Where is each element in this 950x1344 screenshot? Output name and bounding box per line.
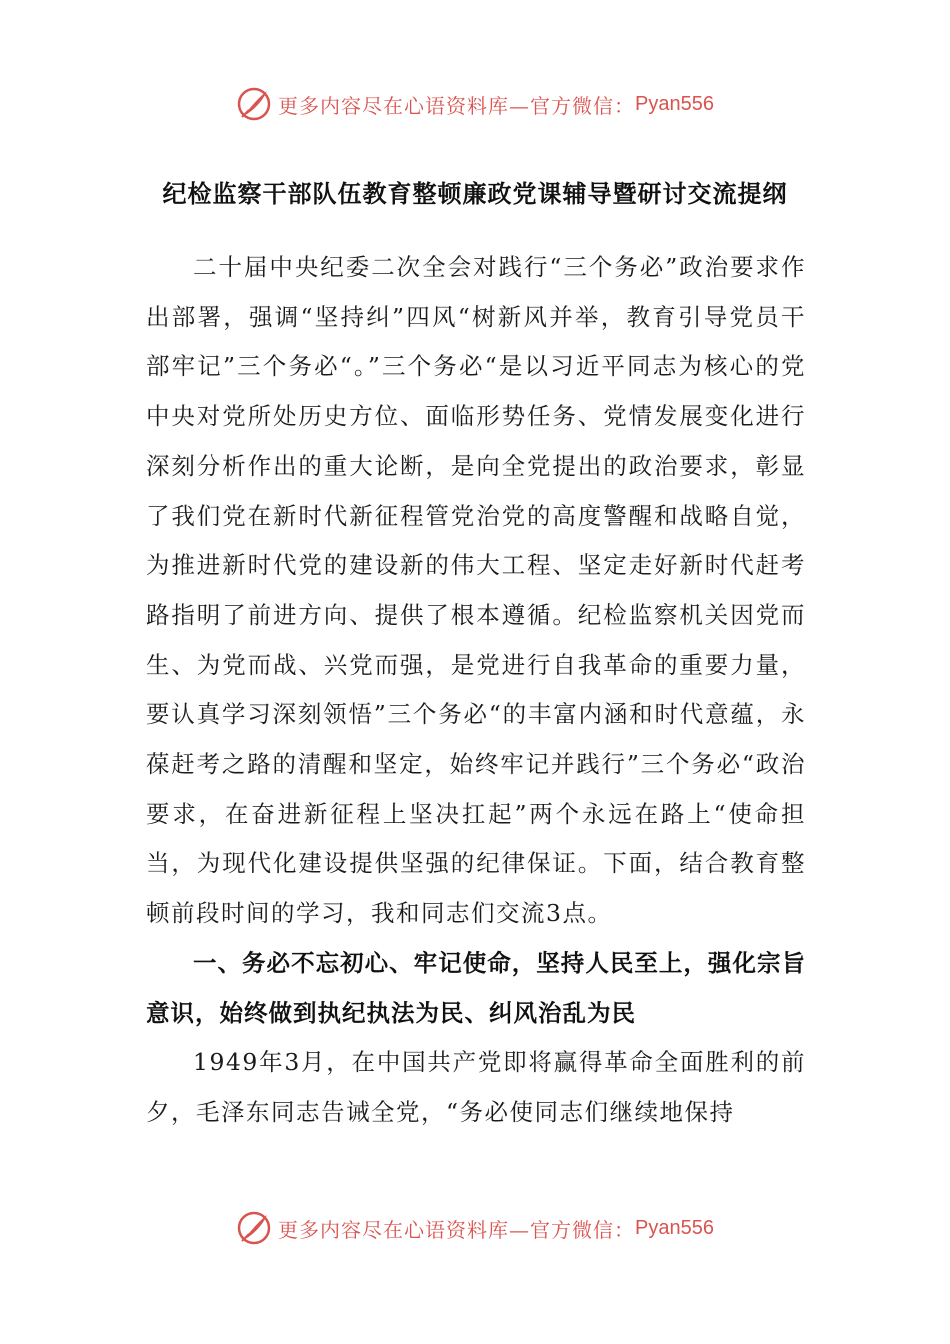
watermark-text: 更多内容尽在心语资料库—官方微信： xyxy=(278,93,636,118)
document-title: 纪检监察干部队伍教育整顿廉政党课辅导暨研讨交流提纲 xyxy=(162,179,788,208)
paragraph-section-1: 1949年3月，在中国共产党即将赢得革命全面胜利的前夕，毛泽东同志告诫全党，“务必使同志们继续地保持 xyxy=(146,1048,806,1126)
paragraph-intro: 二十届中央纪委二次全会对践行“三个务必”政治要求作出部署，强调“坚持纠”四风“树新风并举，教育引导党员干部牢记”三个务必“。”三个务必“是以习近平同志为核心的党中央对党所处历史方位、面临形势任务、党情发展变化进行深刻分析作出的重大论断，是向全党提出的政治要求，彰显了我们党在新时代新征程管党治党的高度警醒和战略自觉，为推进新时代党的建设新的伟大工程、坚定走好新时代赶考路指明了前进方向、提供了根本遵循。纪检监察机关因党而生、为党而战、兴党而强，是党进行自我革命的重要力量，要认真学习深刻领悟”三个务必“的丰富内涵和时代意蕴，永葆赶考之路的清醒和坚定，始终牢记并践行”三个务必“政治要求，在奋进新征程上坚决扛起”两个永远在路上“使命担当，为现代化建设提供坚强的纪律保证。下面，结合教育整顿前段时间的学习，我和同志们交流3点。 xyxy=(146,253,806,928)
document-body xyxy=(146,243,806,1138)
watermark-header xyxy=(0,84,950,124)
quill-logo-icon xyxy=(236,86,272,122)
watermark-text: 更多内容尽在心语资料库—官方微信： xyxy=(278,1217,636,1242)
watermark-footer xyxy=(0,1208,950,1248)
section-heading-1: 一、务必不忘初心、牢记使命，坚持人民至上，强化宗旨意识，始终做到执纪执法为民、纠风治乱为民 xyxy=(146,948,806,1027)
watermark-wechat-id: Pyan556 xyxy=(635,1216,714,1239)
quill-logo-icon xyxy=(236,1210,272,1246)
watermark-wechat-id: Pyan556 xyxy=(635,92,714,115)
